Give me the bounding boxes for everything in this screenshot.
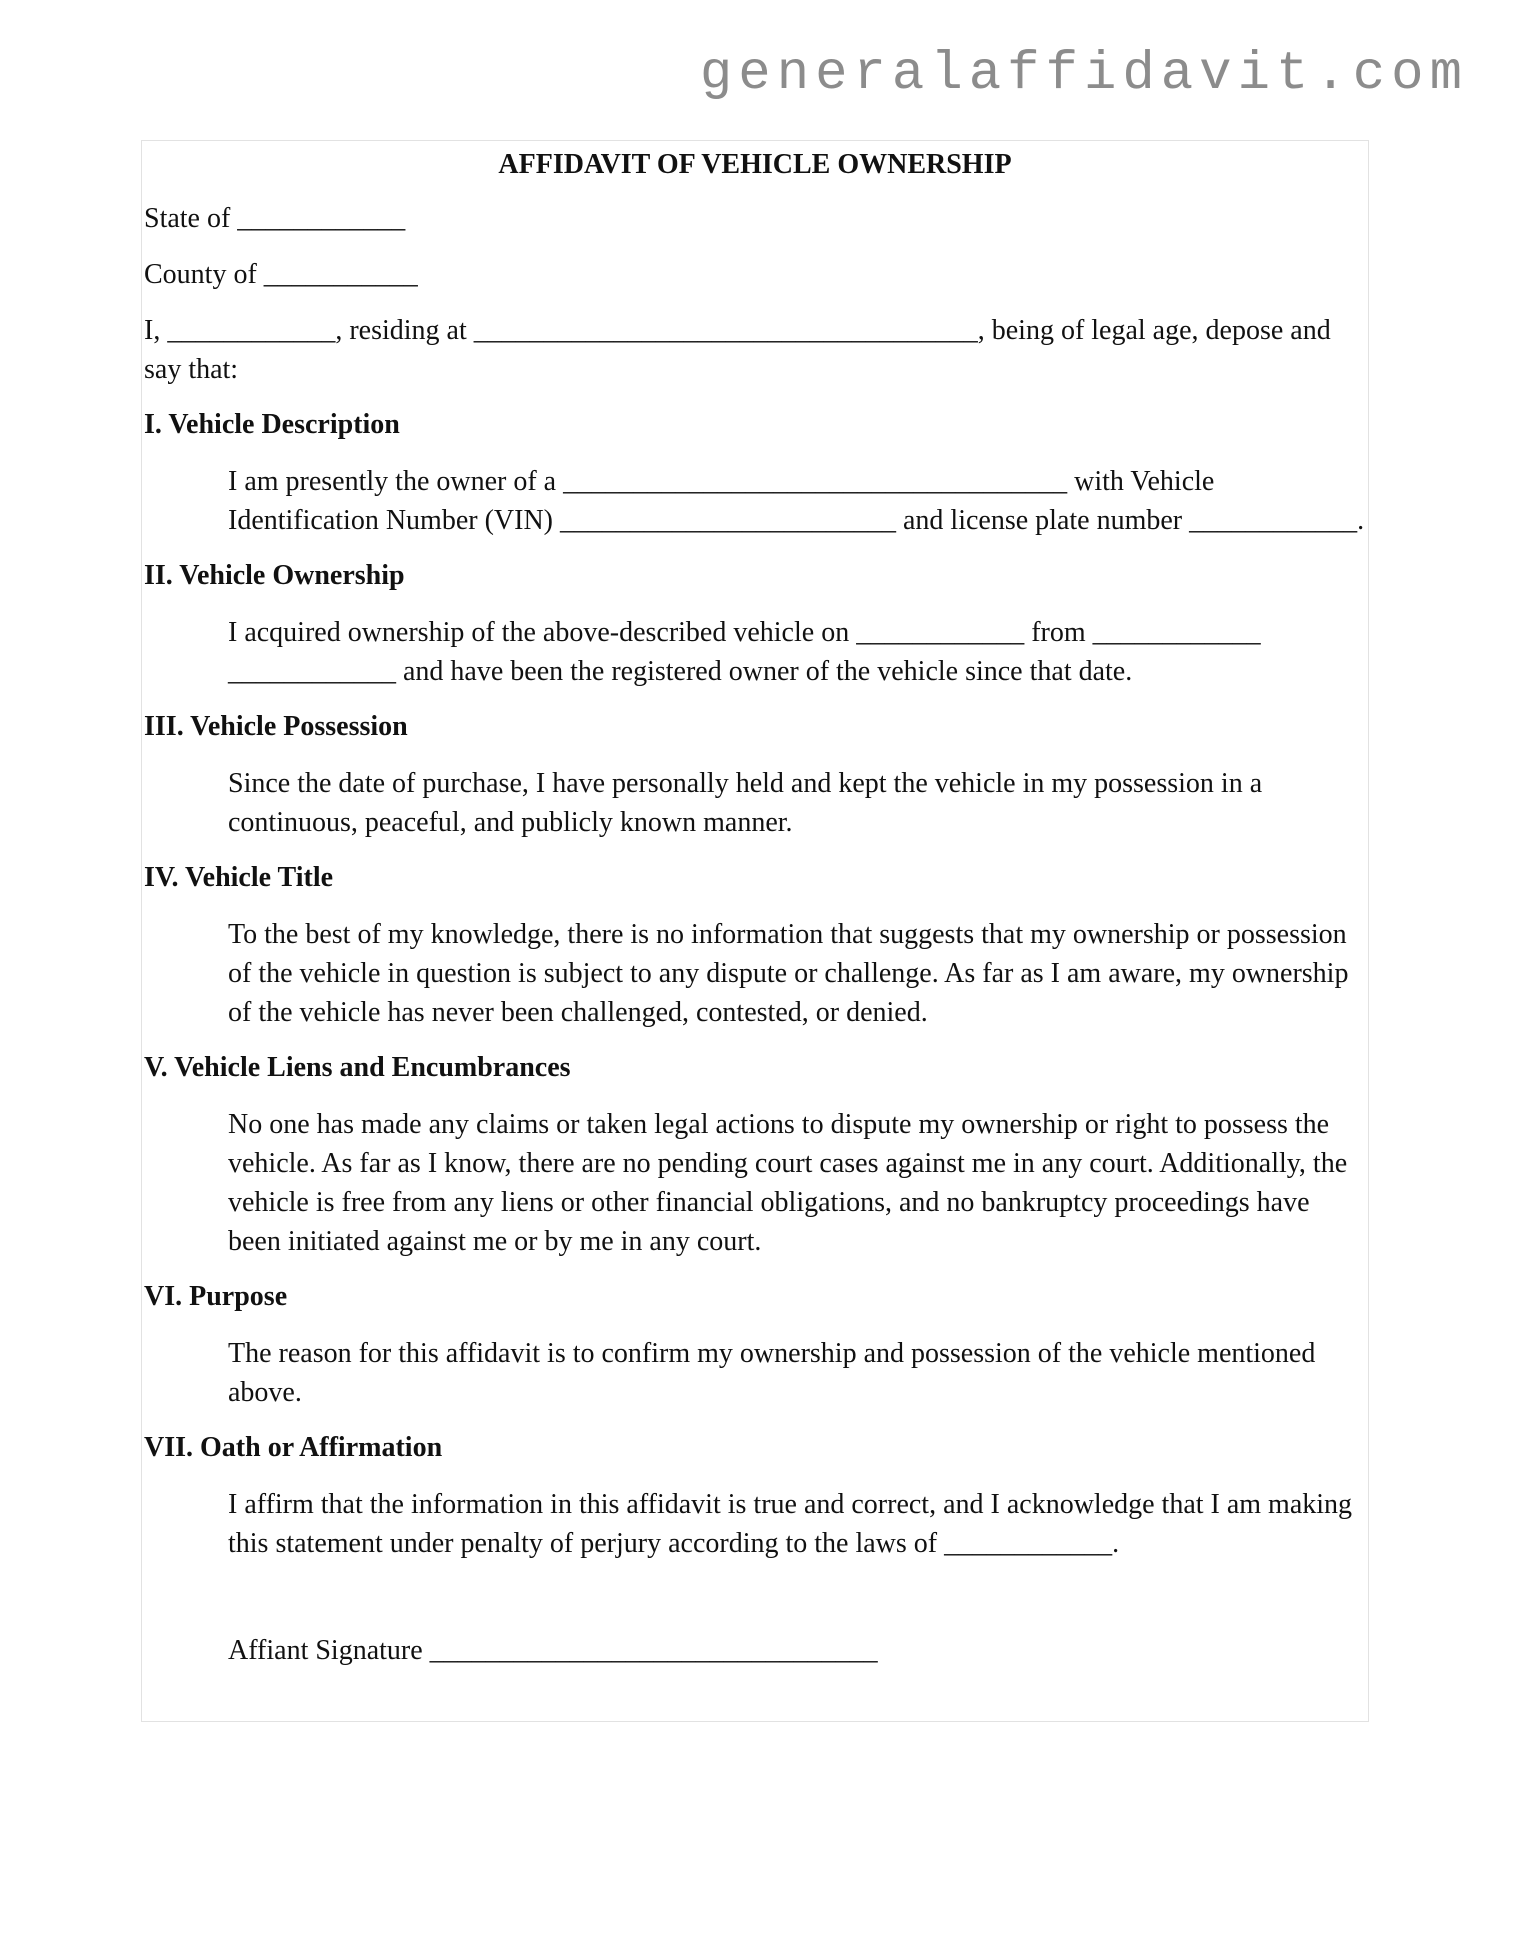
section-body-vehicle-description: I am presently the owner of a ____________________________________ with Vehicle Identification Number (VIN) ________________________ and license plate number ____________. xyxy=(228,466,1365,537)
section-heading-vehicle-description: I. Vehicle Description xyxy=(144,409,400,441)
watermark-text: generalaffidavit.com xyxy=(699,44,1468,105)
section-body-purpose: The reason for this affidavit is to confirm my ownership and possession of the vehicle mentioned above. xyxy=(228,1338,1316,1409)
section-heading-vehicle-title: IV. Vehicle Title xyxy=(144,862,334,894)
section-body-liens-encumbrances: No one has made any claims or taken legal actions to dispute my ownership or right to possess the vehicle. As far as I know, there are no pending court cases against me in any court. Additionally, the vehicle is free from any liens or other financial obligations, and no bankruptcy proceedings have been initiated against me or by me in any court. xyxy=(228,1109,1348,1258)
section-heading-oath: VII. Oath or Affirmation xyxy=(144,1432,443,1464)
affiant-signature-line: Affiant Signature ________________________________ xyxy=(228,1635,878,1667)
section-heading-vehicle-possession: III. Vehicle Possession xyxy=(144,711,408,743)
state-line: State of ____________ xyxy=(144,203,406,235)
county-line: County of ___________ xyxy=(144,259,418,291)
section-body-vehicle-ownership: I acquired ownership of the above-described vehicle on ____________ from ____________ ____________ and have been the registered owner of the vehicle since that date. xyxy=(228,617,1261,688)
intro-paragraph: I, ____________, residing at ____________________________________, being of legal age, depose and say that: xyxy=(144,315,1331,386)
section-heading-liens-encumbrances: V. Vehicle Liens and Encumbrances xyxy=(144,1052,571,1084)
document-title: AFFIDAVIT OF VEHICLE OWNERSHIP xyxy=(498,149,1012,180)
section-body-vehicle-possession: Since the date of purchase, I have personally held and kept the vehicle in my possession in a continuous, peaceful, and publicly known manner. xyxy=(228,768,1263,839)
affidavit-document xyxy=(141,140,1369,1722)
section-heading-vehicle-ownership: II. Vehicle Ownership xyxy=(144,560,405,592)
section-heading-purpose: VI. Purpose xyxy=(144,1281,288,1313)
section-body-vehicle-title: To the best of my knowledge, there is no information that suggests that my ownership or possession of the vehicle in question is subject to any dispute or challenge. As far as I am aware, my ownership of the vehicle has never been challenged, contested, or denied. xyxy=(228,919,1349,1029)
section-body-oath: I affirm that the information in this affidavit is true and correct, and I acknowledge that I am making this statement under penalty of perjury according to the laws of ____________. xyxy=(228,1489,1353,1560)
